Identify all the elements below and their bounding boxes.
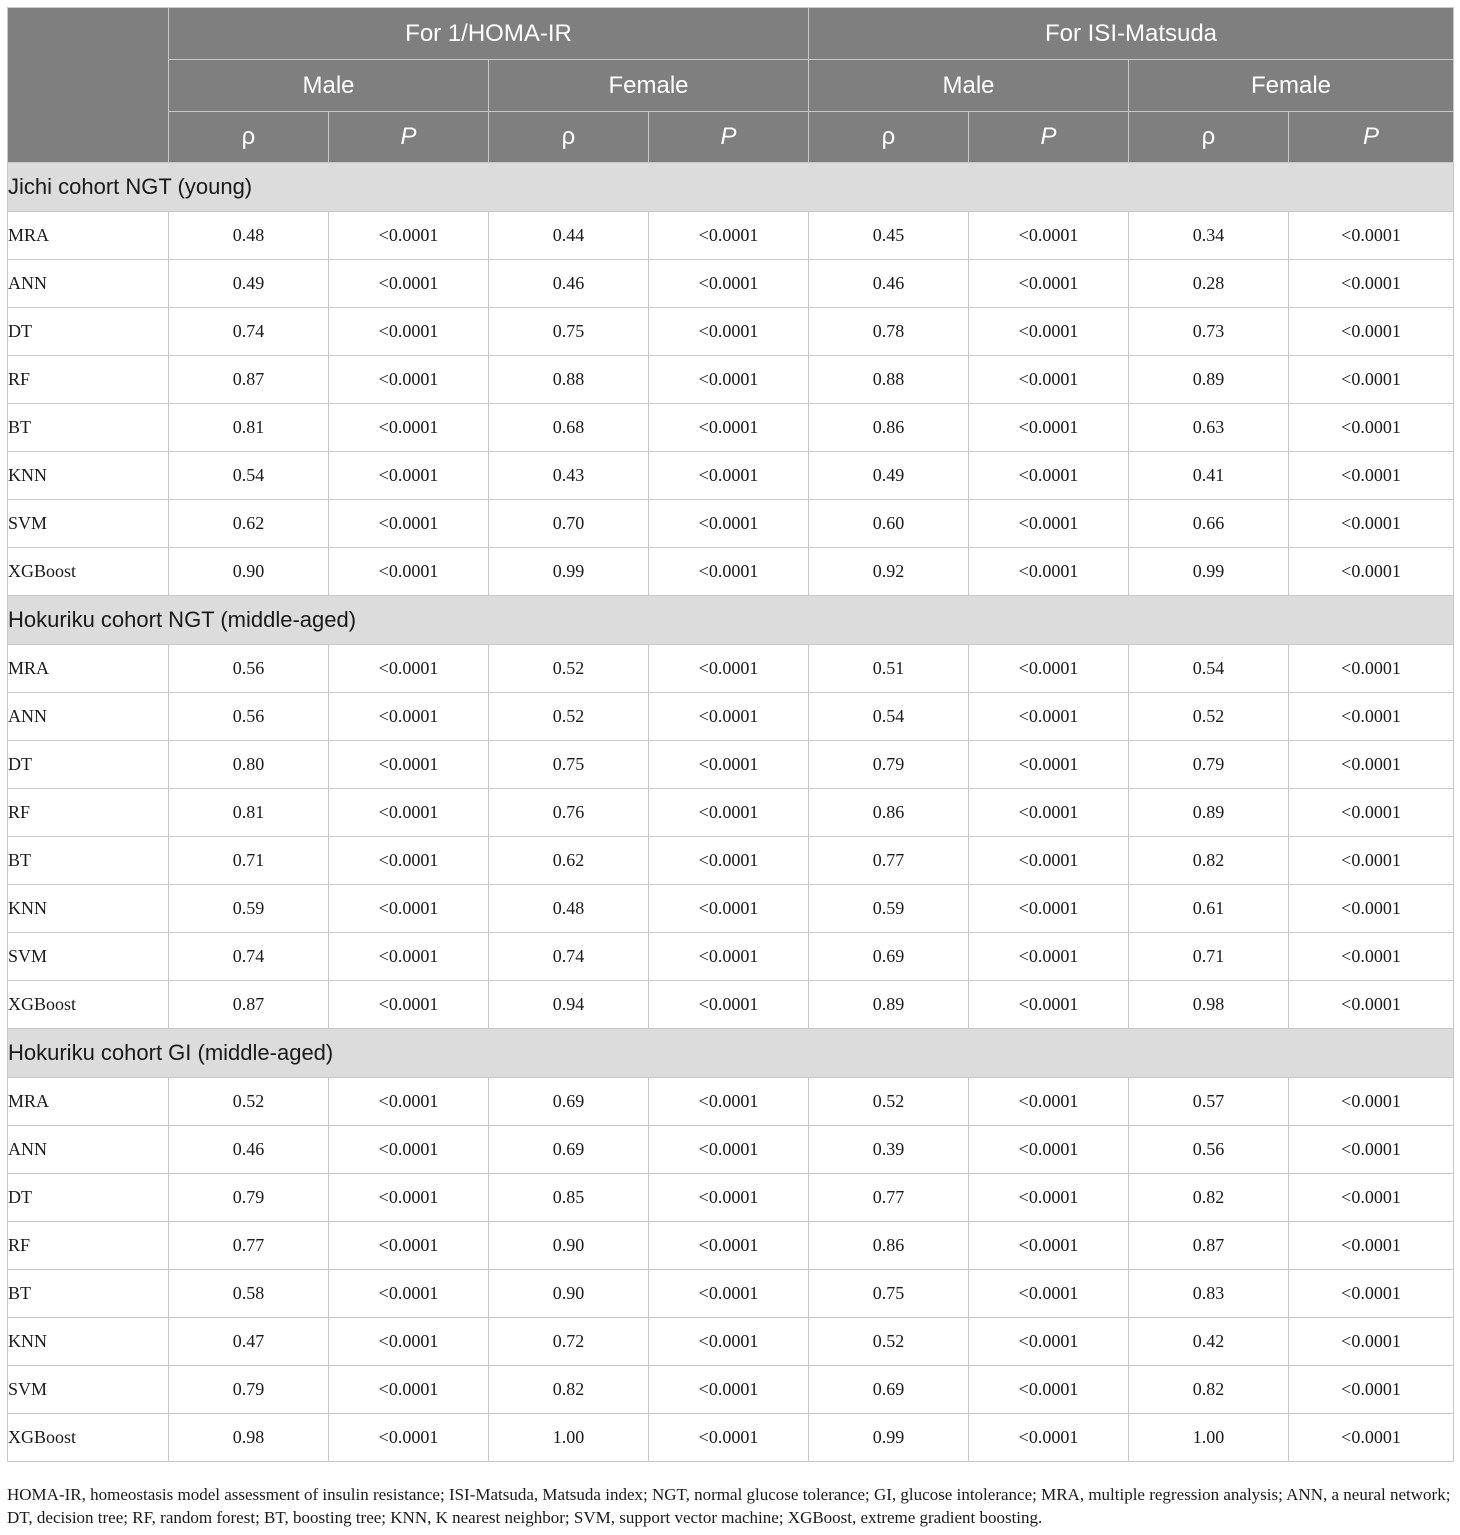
table-row <box>8 1270 1454 1318</box>
rho-cell: 0.88 <box>809 356 969 404</box>
rho-cell: 0.59 <box>809 885 969 933</box>
rho-cell: 0.74 <box>169 933 329 981</box>
p-value-cell: <0.0001 <box>1289 1222 1454 1270</box>
p-value-cell: <0.0001 <box>969 693 1129 741</box>
p-value-cell: <0.0001 <box>1289 789 1454 837</box>
p-value-cell: <0.0001 <box>329 1126 489 1174</box>
p-value-cell: <0.0001 <box>649 1222 809 1270</box>
rho-cell: 0.52 <box>809 1318 969 1366</box>
p-value-cell: <0.0001 <box>1289 548 1454 596</box>
p-value-cell: <0.0001 <box>649 260 809 308</box>
rho-cell: 0.56 <box>1129 1126 1289 1174</box>
rho-cell: 0.82 <box>1129 1366 1289 1414</box>
p-value-cell: <0.0001 <box>649 500 809 548</box>
header-row-stats <box>8 112 1454 163</box>
p-value-cell: <0.0001 <box>329 741 489 789</box>
rho-cell: 0.54 <box>809 693 969 741</box>
rho-cell: 0.46 <box>489 260 649 308</box>
rho-cell: 0.54 <box>1129 645 1289 693</box>
table-row <box>8 981 1454 1029</box>
rho-cell: 0.99 <box>1129 548 1289 596</box>
header-rho: ρ <box>809 112 969 163</box>
rho-cell: 0.87 <box>169 981 329 1029</box>
header-rho: ρ <box>489 112 649 163</box>
p-value-cell: <0.0001 <box>969 933 1129 981</box>
rho-cell: 0.68 <box>489 404 649 452</box>
section-title: Jichi cohort NGT (young) <box>8 163 1454 212</box>
p-value-cell: <0.0001 <box>649 1318 809 1366</box>
rho-cell: 0.81 <box>169 789 329 837</box>
p-value-cell: <0.0001 <box>1289 645 1454 693</box>
rho-cell: 0.44 <box>489 212 649 260</box>
rho-cell: 0.60 <box>809 500 969 548</box>
rho-cell: 0.89 <box>1129 789 1289 837</box>
p-value-cell: <0.0001 <box>329 789 489 837</box>
table-row <box>8 308 1454 356</box>
p-value-cell: <0.0001 <box>969 645 1129 693</box>
rho-cell: 0.49 <box>809 452 969 500</box>
rho-cell: 0.56 <box>169 645 329 693</box>
method-name: KNN <box>8 1318 169 1366</box>
table-row <box>8 260 1454 308</box>
rho-cell: 0.76 <box>489 789 649 837</box>
header-p: P <box>1289 112 1454 163</box>
rho-cell: 0.82 <box>1129 837 1289 885</box>
p-value-cell: <0.0001 <box>1289 500 1454 548</box>
rho-cell: 0.70 <box>489 500 649 548</box>
rho-cell: 0.92 <box>809 548 969 596</box>
method-name: SVM <box>8 933 169 981</box>
p-value-cell: <0.0001 <box>649 452 809 500</box>
rho-cell: 0.72 <box>489 1318 649 1366</box>
p-value-cell: <0.0001 <box>329 981 489 1029</box>
section-title: Hokuriku cohort GI (middle-aged) <box>8 1029 1454 1078</box>
header-row-sex <box>8 60 1454 112</box>
p-value-cell: <0.0001 <box>1289 452 1454 500</box>
rho-cell: 0.69 <box>809 1366 969 1414</box>
rho-cell: 0.39 <box>809 1126 969 1174</box>
p-value-cell: <0.0001 <box>329 933 489 981</box>
p-value-cell: <0.0001 <box>1289 1126 1454 1174</box>
rho-cell: 0.52 <box>809 1078 969 1126</box>
rho-cell: 0.79 <box>169 1366 329 1414</box>
p-value-cell: <0.0001 <box>1289 741 1454 789</box>
p-value-cell: <0.0001 <box>1289 1078 1454 1126</box>
p-value-cell: <0.0001 <box>1289 1414 1454 1462</box>
section-title: Hokuriku cohort NGT (middle-aged) <box>8 596 1454 645</box>
table-row <box>8 1318 1454 1366</box>
table-header <box>8 8 1454 163</box>
method-name: KNN <box>8 452 169 500</box>
rho-cell: 0.75 <box>489 741 649 789</box>
rho-cell: 0.49 <box>169 260 329 308</box>
method-name: BT <box>8 404 169 452</box>
rho-cell: 0.28 <box>1129 260 1289 308</box>
rho-cell: 0.52 <box>489 693 649 741</box>
p-value-cell: <0.0001 <box>649 404 809 452</box>
p-value-cell: <0.0001 <box>329 500 489 548</box>
header-group-isi: For ISI-Matsuda <box>809 8 1454 60</box>
rho-cell: 0.66 <box>1129 500 1289 548</box>
p-value-cell: <0.0001 <box>329 452 489 500</box>
rho-cell: 0.71 <box>169 837 329 885</box>
rho-cell: 0.90 <box>489 1222 649 1270</box>
rho-cell: 0.52 <box>169 1078 329 1126</box>
p-value-cell: <0.0001 <box>329 1366 489 1414</box>
p-value-cell: <0.0001 <box>969 356 1129 404</box>
p-value-cell: <0.0001 <box>969 404 1129 452</box>
table-body <box>8 163 1454 1462</box>
p-value-cell: <0.0001 <box>969 1366 1129 1414</box>
header-p: P <box>649 112 809 163</box>
p-value-cell: <0.0001 <box>1289 1270 1454 1318</box>
rho-cell: 0.48 <box>489 885 649 933</box>
table-row <box>8 500 1454 548</box>
method-name: XGBoost <box>8 981 169 1029</box>
p-value-cell: <0.0001 <box>1289 1318 1454 1366</box>
rho-cell: 0.62 <box>169 500 329 548</box>
table-row <box>8 452 1454 500</box>
p-value-cell: <0.0001 <box>649 885 809 933</box>
p-value-cell: <0.0001 <box>329 837 489 885</box>
p-value-cell: <0.0001 <box>969 789 1129 837</box>
method-name: SVM <box>8 1366 169 1414</box>
p-value-cell: <0.0001 <box>329 885 489 933</box>
p-value-cell: <0.0001 <box>969 1078 1129 1126</box>
p-value-cell: <0.0001 <box>329 693 489 741</box>
rho-cell: 0.86 <box>809 404 969 452</box>
rho-cell: 0.77 <box>809 837 969 885</box>
p-value-cell: <0.0001 <box>1289 933 1454 981</box>
rho-cell: 0.99 <box>809 1414 969 1462</box>
rho-cell: 0.94 <box>489 981 649 1029</box>
header-sex-homa-female: Female <box>489 60 809 112</box>
table-footnote: HOMA-IR, homeostasis model assessment of insulin resistance; ISI-Matsuda, Matsuda index; NGT, normal glucose tolerance; GI, glucose intolerance; MRA, multiple regression analysis; ANN, a neural network; DT, decision tree; RF, random forest; BT, boosting tree; KNN, K nearest neighbor; SVM, support vector machine; XGBoost, extreme gradient boosting. <box>7 1485 1451 1527</box>
table-row <box>8 1366 1454 1414</box>
rho-cell: 0.52 <box>1129 693 1289 741</box>
method-name: BT <box>8 1270 169 1318</box>
rho-cell: 0.99 <box>489 548 649 596</box>
p-value-cell: <0.0001 <box>649 933 809 981</box>
rho-cell: 0.79 <box>809 741 969 789</box>
p-value-cell: <0.0001 <box>649 1414 809 1462</box>
rho-cell: 0.74 <box>489 933 649 981</box>
correlation-table <box>7 7 1454 1462</box>
p-value-cell: <0.0001 <box>969 500 1129 548</box>
header-group-homa: For 1/HOMA-IR <box>169 8 809 60</box>
rho-cell: 0.89 <box>809 981 969 1029</box>
p-value-cell: <0.0001 <box>649 789 809 837</box>
method-name: DT <box>8 741 169 789</box>
method-name: XGBoost <box>8 548 169 596</box>
table-row <box>8 837 1454 885</box>
p-value-cell: <0.0001 <box>649 645 809 693</box>
p-value-cell: <0.0001 <box>649 1126 809 1174</box>
method-name: RF <box>8 789 169 837</box>
p-value-cell: <0.0001 <box>329 645 489 693</box>
p-value-cell: <0.0001 <box>329 1318 489 1366</box>
p-value-cell: <0.0001 <box>969 452 1129 500</box>
rho-cell: 0.89 <box>1129 356 1289 404</box>
method-name: DT <box>8 1174 169 1222</box>
rho-cell: 0.43 <box>489 452 649 500</box>
rho-cell: 0.46 <box>809 260 969 308</box>
p-value-cell: <0.0001 <box>329 548 489 596</box>
p-value-cell: <0.0001 <box>969 212 1129 260</box>
rho-cell: 0.98 <box>169 1414 329 1462</box>
method-name: KNN <box>8 885 169 933</box>
rho-cell: 0.77 <box>809 1174 969 1222</box>
rho-cell: 0.82 <box>489 1366 649 1414</box>
p-value-cell: <0.0001 <box>969 1174 1129 1222</box>
p-value-cell: <0.0001 <box>329 308 489 356</box>
p-value-cell: <0.0001 <box>649 1270 809 1318</box>
table-row <box>8 1222 1454 1270</box>
header-rho: ρ <box>1129 112 1289 163</box>
p-value-cell: <0.0001 <box>649 1366 809 1414</box>
table-row <box>8 404 1454 452</box>
section-header-row <box>8 163 1454 212</box>
rho-cell: 0.73 <box>1129 308 1289 356</box>
method-name: ANN <box>8 1126 169 1174</box>
rho-cell: 0.86 <box>809 1222 969 1270</box>
p-value-cell: <0.0001 <box>969 837 1129 885</box>
p-value-cell: <0.0001 <box>969 1318 1129 1366</box>
rho-cell: 0.34 <box>1129 212 1289 260</box>
rho-cell: 0.90 <box>169 548 329 596</box>
table-row <box>8 1126 1454 1174</box>
p-value-cell: <0.0001 <box>649 693 809 741</box>
rho-cell: 1.00 <box>489 1414 649 1462</box>
p-value-cell: <0.0001 <box>969 885 1129 933</box>
rho-cell: 0.52 <box>489 645 649 693</box>
p-value-cell: <0.0001 <box>969 1222 1129 1270</box>
p-value-cell: <0.0001 <box>329 1174 489 1222</box>
p-value-cell: <0.0001 <box>649 548 809 596</box>
rho-cell: 0.75 <box>809 1270 969 1318</box>
rho-cell: 0.85 <box>489 1174 649 1222</box>
p-value-cell: <0.0001 <box>649 212 809 260</box>
p-value-cell: <0.0001 <box>649 1078 809 1126</box>
table-row <box>8 1078 1454 1126</box>
p-value-cell: <0.0001 <box>329 1222 489 1270</box>
table-row <box>8 885 1454 933</box>
table-row <box>8 741 1454 789</box>
p-value-cell: <0.0001 <box>969 260 1129 308</box>
rho-cell: 0.78 <box>809 308 969 356</box>
p-value-cell: <0.0001 <box>329 212 489 260</box>
method-name: ANN <box>8 693 169 741</box>
p-value-cell: <0.0001 <box>329 1270 489 1318</box>
rho-cell: 0.83 <box>1129 1270 1289 1318</box>
rho-cell: 0.56 <box>169 693 329 741</box>
table-row <box>8 933 1454 981</box>
p-value-cell: <0.0001 <box>1289 308 1454 356</box>
p-value-cell: <0.0001 <box>969 1126 1129 1174</box>
p-value-cell: <0.0001 <box>969 308 1129 356</box>
p-value-cell: <0.0001 <box>969 981 1129 1029</box>
header-row-groups <box>8 8 1454 60</box>
rho-cell: 0.62 <box>489 837 649 885</box>
method-name: SVM <box>8 500 169 548</box>
rho-cell: 0.54 <box>169 452 329 500</box>
rho-cell: 0.77 <box>169 1222 329 1270</box>
p-value-cell: <0.0001 <box>1289 885 1454 933</box>
section-header-row <box>8 1029 1454 1078</box>
rho-cell: 0.45 <box>809 212 969 260</box>
header-sex-isi-male: Male <box>809 60 1129 112</box>
rho-cell: 0.88 <box>489 356 649 404</box>
rho-cell: 0.57 <box>1129 1078 1289 1126</box>
p-value-cell: <0.0001 <box>1289 1366 1454 1414</box>
p-value-cell: <0.0001 <box>1289 981 1454 1029</box>
p-value-cell: <0.0001 <box>649 981 809 1029</box>
header-rho: ρ <box>169 112 329 163</box>
rho-cell: 0.81 <box>169 404 329 452</box>
rho-cell: 0.79 <box>1129 741 1289 789</box>
rho-cell: 0.69 <box>489 1126 649 1174</box>
table-row <box>8 645 1454 693</box>
rho-cell: 0.63 <box>1129 404 1289 452</box>
p-value-cell: <0.0001 <box>1289 212 1454 260</box>
method-name: MRA <box>8 645 169 693</box>
rho-cell: 1.00 <box>1129 1414 1289 1462</box>
rho-cell: 0.74 <box>169 308 329 356</box>
p-value-cell: <0.0001 <box>329 356 489 404</box>
rho-cell: 0.71 <box>1129 933 1289 981</box>
p-value-cell: <0.0001 <box>1289 404 1454 452</box>
p-value-cell: <0.0001 <box>329 404 489 452</box>
header-sex-isi-female: Female <box>1129 60 1454 112</box>
rho-cell: 0.82 <box>1129 1174 1289 1222</box>
p-value-cell: <0.0001 <box>969 741 1129 789</box>
method-name: ANN <box>8 260 169 308</box>
table-row <box>8 356 1454 404</box>
rho-cell: 0.80 <box>169 741 329 789</box>
rho-cell: 0.90 <box>489 1270 649 1318</box>
rho-cell: 0.86 <box>809 789 969 837</box>
rho-cell: 0.59 <box>169 885 329 933</box>
p-value-cell: <0.0001 <box>329 260 489 308</box>
header-p: P <box>329 112 489 163</box>
method-name: RF <box>8 1222 169 1270</box>
method-name: BT <box>8 837 169 885</box>
p-value-cell: <0.0001 <box>1289 837 1454 885</box>
method-name: MRA <box>8 1078 169 1126</box>
p-value-cell: <0.0001 <box>969 1270 1129 1318</box>
method-name: MRA <box>8 212 169 260</box>
rho-cell: 0.46 <box>169 1126 329 1174</box>
rho-cell: 0.41 <box>1129 452 1289 500</box>
p-value-cell: <0.0001 <box>1289 356 1454 404</box>
rho-cell: 0.42 <box>1129 1318 1289 1366</box>
method-name: RF <box>8 356 169 404</box>
p-value-cell: <0.0001 <box>329 1414 489 1462</box>
rho-cell: 0.48 <box>169 212 329 260</box>
p-value-cell: <0.0001 <box>969 548 1129 596</box>
method-name: DT <box>8 308 169 356</box>
rho-cell: 0.87 <box>1129 1222 1289 1270</box>
p-value-cell: <0.0001 <box>1289 260 1454 308</box>
table-row <box>8 789 1454 837</box>
table-row <box>8 693 1454 741</box>
rho-cell: 0.87 <box>169 356 329 404</box>
rho-cell: 0.61 <box>1129 885 1289 933</box>
header-p: P <box>969 112 1129 163</box>
header-sex-homa-male: Male <box>169 60 489 112</box>
table-row <box>8 212 1454 260</box>
p-value-cell: <0.0001 <box>649 837 809 885</box>
method-name: XGBoost <box>8 1414 169 1462</box>
p-value-cell: <0.0001 <box>1289 1174 1454 1222</box>
p-value-cell: <0.0001 <box>969 1414 1129 1462</box>
rho-cell: 0.51 <box>809 645 969 693</box>
p-value-cell: <0.0001 <box>649 308 809 356</box>
p-value-cell: <0.0001 <box>649 1174 809 1222</box>
p-value-cell: <0.0001 <box>329 1078 489 1126</box>
p-value-cell: <0.0001 <box>649 741 809 789</box>
p-value-cell: <0.0001 <box>1289 693 1454 741</box>
rho-cell: 0.75 <box>489 308 649 356</box>
table-row <box>8 1174 1454 1222</box>
rho-cell: 0.79 <box>169 1174 329 1222</box>
rho-cell: 0.47 <box>169 1318 329 1366</box>
header-corner-cell <box>8 8 169 163</box>
rho-cell: 0.98 <box>1129 981 1289 1029</box>
table-row <box>8 1414 1454 1462</box>
p-value-cell: <0.0001 <box>649 356 809 404</box>
rho-cell: 0.69 <box>489 1078 649 1126</box>
rho-cell: 0.69 <box>809 933 969 981</box>
rho-cell: 0.58 <box>169 1270 329 1318</box>
section-header-row <box>8 596 1454 645</box>
table-row <box>8 548 1454 596</box>
